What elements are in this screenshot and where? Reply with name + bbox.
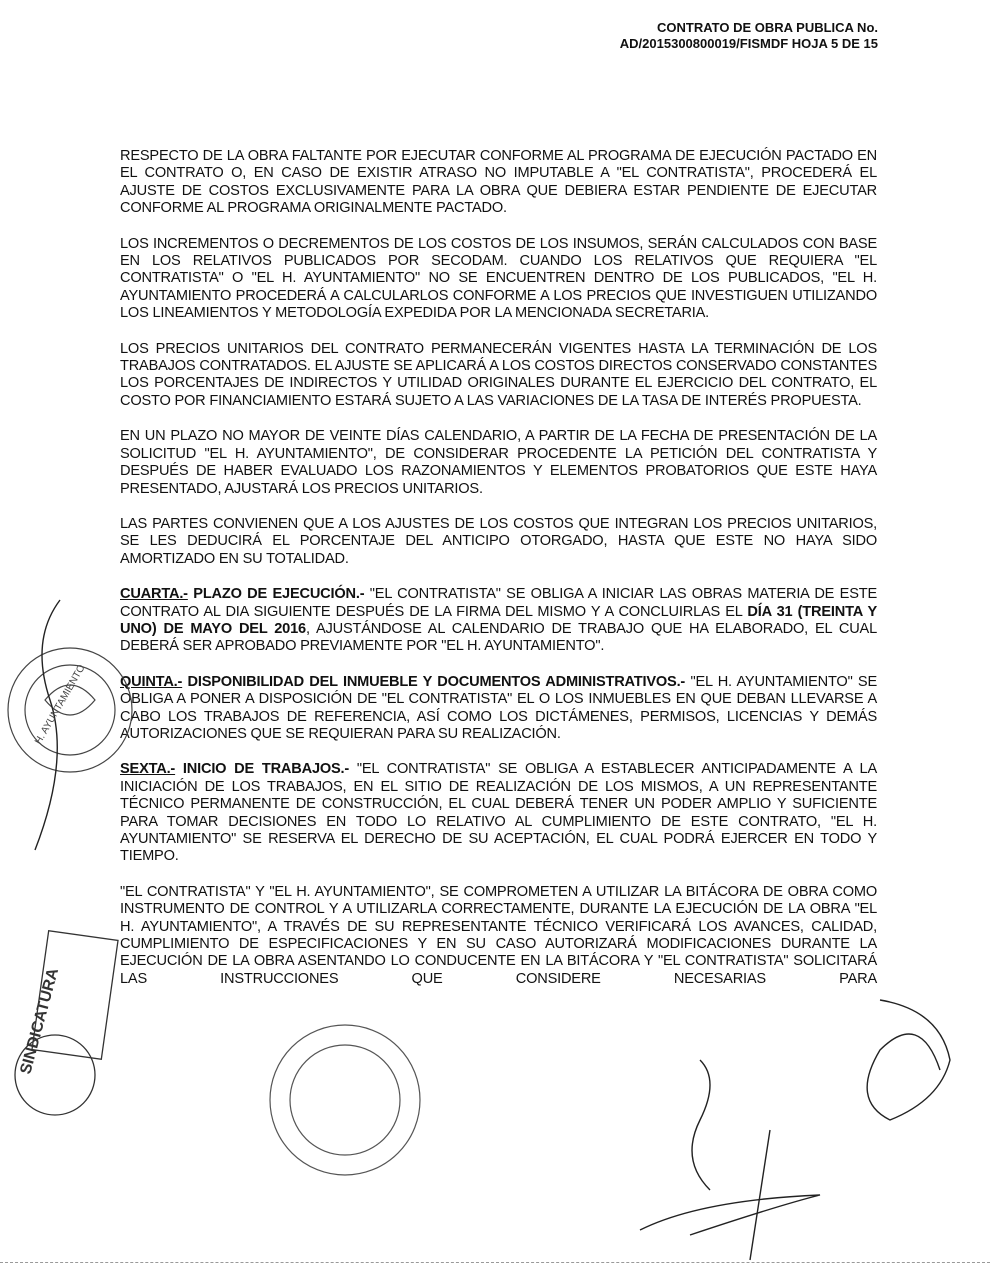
- ayuntamiento-seal-stamp-2: [270, 1025, 420, 1175]
- sindicatura-stamp: [15, 931, 118, 1115]
- clause-quinta: [120, 674, 877, 744]
- clause-label: SEXTA.-: [120, 761, 176, 778]
- ayuntamiento-seal-stamp: [8, 648, 132, 772]
- paragraph: LOS INCREMENTOS O DECREMENTOS DE LOS COSTOS DE LOS INSUMOS, SERÁN CALCULADOS CON BASE EN LOS RELATIVOS PUBLICADOS POR SECODAM. CUANDO LOS RELATIVOS QUE REQUIERA "EL CONTRATISTA" O "EL H. AYUNTAMIENTO" NO SE ENCUENTREN DENTRO DE LOS PUBLICADOS, "EL H. AYUNTAMIENTO PROCEDERÁ A CALCULARLOS CONFORME A LOS PRECIOS QUE INVESTIGUEN UTILIZANDO LOS LINEAMIENTOS Y METODOLOGÍA EXPEDIDA POR LA MENCIONADA SECRETARIA.: [120, 235, 877, 322]
- contract-number-page: AD/2015300800019/FISMDF HOJA 5 DE 15: [619, 36, 878, 51]
- clause-label: CUARTA.-: [120, 586, 188, 603]
- seal-lettering: H. AYUNTAMIENTO: [33, 663, 88, 747]
- sindicatura-lettering: SINDICATURA: [17, 966, 63, 1077]
- clause-text: "EL CONTRATISTA" SE OBLIGA A ESTABLECER ANTICIPADAMENTE A LA INICIACIÓN DE LOS TRABAJOS, EN EL SITIO DE REALIZACIÓN DE LOS MISMOS, A UN REPRESENTANTE TÉCNICO PERMANENTE DE CONSTRUCCIÓN, EL CUAL DEBERÁ TENER UN PODER AMPLIO Y SUFICIENTE PARA TOMAR DECISIONES EN TODO LO RELATIVO AL CUMPLIMIENTO DE ESTE CONTRATO, "EL H. AYUNTAMIENTO" SE RESERVA EL DERECHO DE SU ACEPTACIÓN, EL CUAL PODRÁ EJERCER EN TODO Y TIEMPO.: [120, 761, 877, 865]
- clause-text: , AJUSTÁNDOSE AL CALENDARIO DE TRABAJO QUE HA ELABORADO, EL CUAL DEBERÁ SER APROBADO PREVIAMENTE POR "EL H. AYUNTAMIENTO".: [120, 620, 877, 655]
- clause-title: PLAZO DE EJECUCIÓN.-: [187, 586, 365, 603]
- clause-sexta: [120, 761, 877, 865]
- deadline-date: DÍA 31 (TREINTA Y UNO) DE MAYO DEL 2016: [120, 603, 877, 637]
- paragraph: "EL CONTRATISTA" Y "EL H. AYUNTAMIENTO", SE COMPROMETEN A UTILIZAR LA BITÁCORA DE OBRA COMO INSTRUMENTO DE CONTROL Y A UTILIZARLA CORRECTAMENTE, DURANTE LA EJECUCIÓN DE LA OBRA "EL H. AYUNTAMIENTO", A TRAVÉS DE SU REPRESENTANTE TÉCNICO VERIFICARÁ LOS AVANCES, CALIDAD, CUMPLIMIENTO DE ESPECIFICACIONES Y EN SU CASO AUTORIZARÁ MODIFICACIONES DURANTE LA EJECUCIÓN DE LA OBRA ASENTANDO LO CONDUCENTE EN LA BITÁCORA Y "EL CONTRATISTA" SOLICITARÁ LAS INSTRUCCIONES QUE CONSIDERE NECESARIAS PARA: [120, 883, 877, 987]
- clause-cuarta: [120, 586, 877, 656]
- clause-title: INICIO DE TRABAJOS.-: [175, 761, 350, 778]
- clause-text: "EL CONTRATISTA" SE OBLIGA A INICIAR LAS OBRAS MATERIA DE ESTE CONTRATO AL DIA SIGUIENTE DESPUÉS DE LA FIRMA DEL MISMO Y A CONCLUIRLAS EL: [120, 586, 877, 620]
- paragraph: LOS PRECIOS UNITARIOS DEL CONTRATO PERMANECERÁN VIGENTES HASTA LA TERMINACIÓN DE LOS TRABAJOS CONTRATADOS. EL AJUSTE SE APLICARÁ A LOS COSTOS DIRECTOS CONSERVADO CONSTANTES LOS PORCENTAJES DE INDIRECTOS Y UTILIDAD ORIGINALES DURANTE EL EJERCICIO DEL CONTRATO, EL COSTO POR FINANCIAMIENTO ESTARÁ SUJETO A LAS VARIACIONES DE LA TASA DE INTERÉS PROPUESTA.: [120, 340, 877, 409]
- clause-title: DISPONIBILIDAD DEL INMUEBLE Y DOCUMENTOS ADMINISTRATIVOS.-: [182, 673, 686, 690]
- paragraph: LAS PARTES CONVIENEN QUE A LOS AJUSTES DE LOS COSTOS QUE INTEGRAN LOS PRECIOS UNITARIOS, SE LES DEDUCIRÁ EL PORCENTAJE DEL ANTICIPO OTORGADO, HASTA QUE ESTE NO HAYA SIDO AMORTIZADO EN SU TOTALIDAD.: [120, 515, 877, 567]
- clause-label: QUINTA.-: [120, 673, 183, 690]
- clause-text: "EL H. AYUNTAMIENTO" SE OBLIGA A PONER A DISPOSICIÓN DE "EL CONTRATISTA" EL O LOS INMUEBLES EN QUE DEBAN LLEVARSE A CABO LOS TRABAJOS DE REFERENCIA, ASÍ COMO LOS DICTÁMENES, PERMISOS, LICENCIAS Y DEMÁS AUTORIZACIONES QUE SE REQUIERAN PARA SU REALIZACIÓN.: [120, 673, 877, 742]
- document-header: [620, 20, 878, 52]
- contract-title: CONTRATO DE OBRA PUBLICA No.: [657, 20, 878, 35]
- document-body: [120, 148, 877, 1006]
- paragraph: RESPECTO DE LA OBRA FALTANTE POR EJECUTAR CONFORME AL PROGRAMA DE EJECUCIÓN PACTADO EN EL CONTRATO O, EN CASO DE EXISTIR ATRASO NO IMPUTABLE A "EL CONTRATISTA", PROCEDERÁ EL AJUSTE DE COSTOS EXCLUSIVAMENTE PARA LA OBRA QUE DEBIERA ESTAR PENDIENTE DE EJECUTAR CONFORME AL PROGRAMA ORIGINALMENTE PACTADO.: [120, 148, 877, 217]
- paragraph: EN UN PLAZO NO MAYOR DE VEINTE DÍAS CALENDARIO, A PARTIR DE LA FECHA DE PRESENTACIÓN DE LA SOLICITUD "EL H. AYUNTAMIENTO", DE CONSIDERAR PROCEDENTE LA PETICIÓN DEL CONTRATISTA Y DESPUÉS DE HABER EVALUADO LOS RAZONAMIENTOS Y ELEMENTOS PROBATORIOS QUE ESTE HAYA PRESENTADO, AJUSTARÁ LOS PRECIOS UNITARIOS.: [120, 428, 877, 497]
- page-bottom-edge: [0, 1262, 990, 1263]
